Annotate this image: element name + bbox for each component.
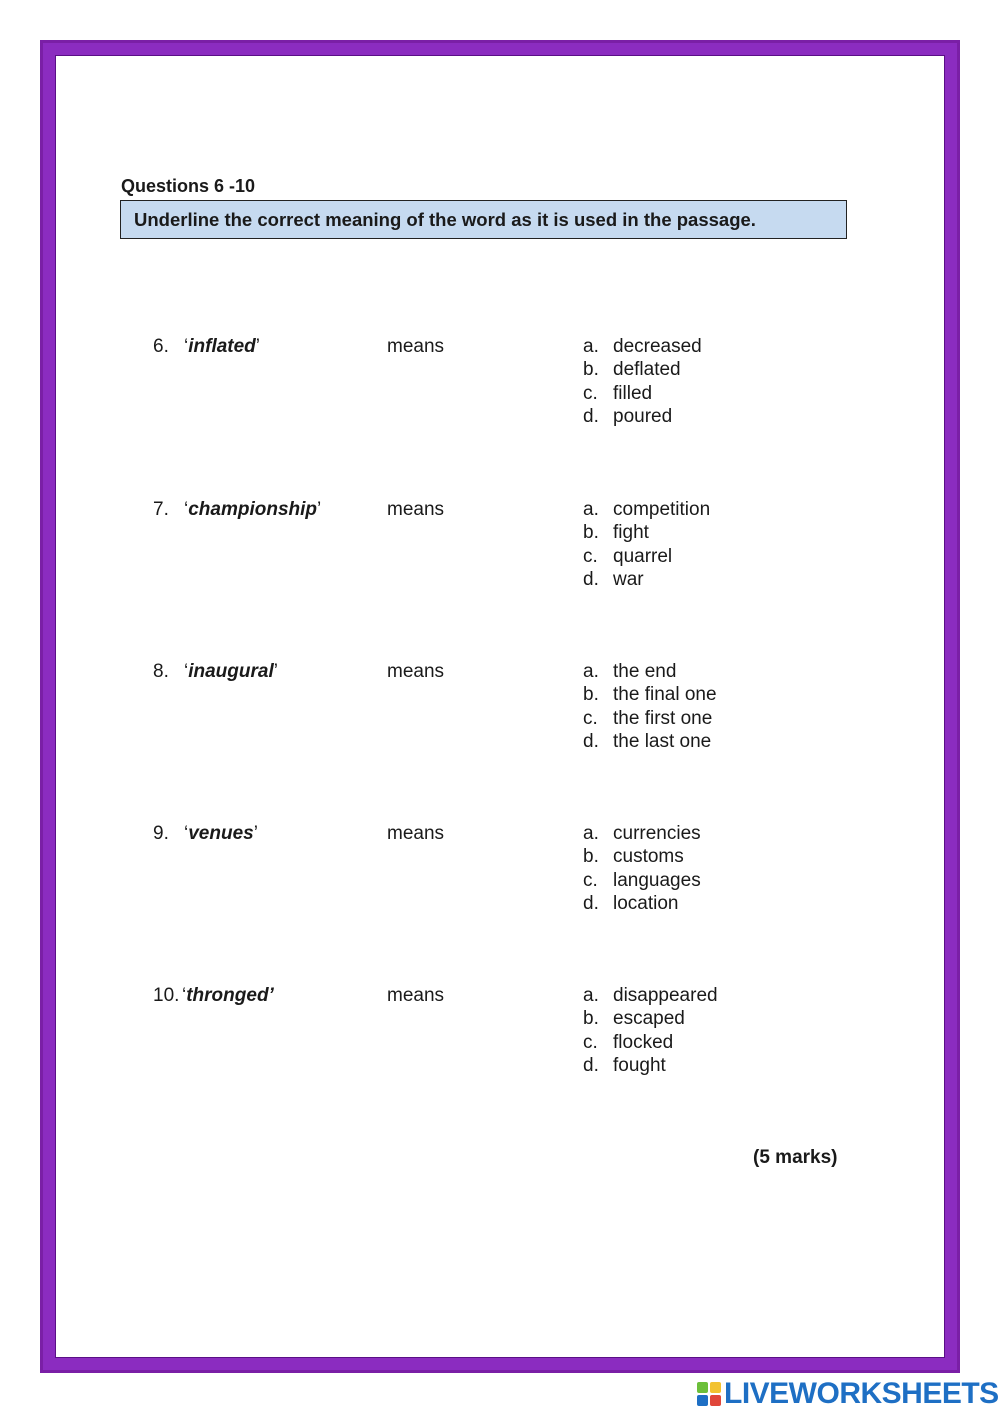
option-text[interactable]: the last one — [613, 730, 712, 752]
option-a[interactable]: a. disappeared — [583, 985, 718, 1006]
option-text[interactable]: fought — [613, 1054, 666, 1076]
option-text[interactable]: escaped — [613, 1008, 685, 1030]
option-d[interactable]: d. fought — [583, 1054, 666, 1076]
section-heading: Questions 6 -10 — [121, 176, 256, 196]
question-number: 6. — [153, 336, 169, 357]
question-word: ‘inaugural’ — [184, 661, 278, 682]
option-b[interactable]: b. the final one — [583, 684, 717, 706]
answer-options — [583, 823, 701, 916]
means-label: means — [387, 985, 445, 1006]
option-text[interactable]: disappeared — [613, 985, 718, 1006]
question-number: 7. — [153, 499, 169, 520]
option-text[interactable]: quarrel — [613, 545, 673, 567]
option-c[interactable]: c. flocked — [583, 1031, 674, 1053]
option-a[interactable]: a. competition — [583, 499, 711, 520]
logo-grid-icon — [697, 1382, 721, 1406]
option-d[interactable]: d. poured — [583, 405, 673, 427]
option-c[interactable]: c. quarrel — [583, 545, 673, 567]
option-c[interactable]: c. languages — [583, 869, 701, 891]
option-a[interactable]: a. currencies — [583, 823, 701, 844]
option-c[interactable]: c. the first one — [583, 707, 713, 729]
option-text[interactable]: competition — [613, 499, 711, 520]
logo-text: LIVEWORKSHEETS — [724, 1377, 999, 1410]
target-word: inaugural — [188, 661, 274, 682]
option-a[interactable]: a. the end — [583, 661, 677, 682]
option-text[interactable]: decreased — [613, 336, 702, 357]
answer-options — [583, 661, 717, 754]
target-word: thronged’ — [186, 985, 274, 1006]
means-label: means — [387, 823, 445, 844]
answer-options — [583, 336, 702, 429]
question-8 — [153, 661, 853, 761]
option-text[interactable]: the final one — [613, 684, 717, 706]
question-number: 8. — [153, 661, 169, 682]
option-text[interactable]: fight — [613, 522, 649, 544]
question-number: 9. — [153, 823, 169, 844]
answer-options — [583, 985, 718, 1078]
option-d[interactable]: d. the last one — [583, 730, 712, 752]
option-text[interactable]: flocked — [613, 1031, 674, 1053]
means-label: means — [387, 336, 445, 357]
means-label: means — [387, 499, 445, 520]
option-text[interactable]: the first one — [613, 707, 713, 729]
instruction-box: Underline the correct meaning of the word as it is used in the passage. — [120, 200, 847, 239]
option-text[interactable]: deflated — [613, 359, 681, 381]
question-10 — [153, 985, 853, 1085]
question-6 — [153, 336, 853, 436]
option-d[interactable]: d. war — [583, 568, 644, 590]
means-label: means — [387, 661, 445, 682]
liveworksheets-logo — [697, 1378, 999, 1410]
target-word: venues — [188, 823, 254, 844]
question-word: ‘thronged’ — [182, 985, 274, 1006]
question-word: ‘inflated’ — [184, 336, 261, 357]
option-c[interactable]: c. filled — [583, 382, 653, 404]
option-b[interactable]: b. customs — [583, 846, 684, 868]
option-text[interactable]: filled — [613, 382, 653, 404]
option-text[interactable]: customs — [613, 846, 684, 868]
target-word: championship — [188, 499, 318, 520]
question-7 — [153, 499, 853, 599]
option-b[interactable]: b. deflated — [583, 359, 681, 381]
option-text[interactable]: location — [613, 892, 679, 914]
option-b[interactable]: b. fight — [583, 522, 649, 544]
question-9 — [153, 823, 853, 923]
answer-options — [583, 499, 710, 592]
question-number: 10. — [153, 985, 180, 1006]
option-a[interactable]: a. decreased — [583, 336, 702, 357]
option-text[interactable]: the end — [613, 661, 677, 682]
question-word: ‘venues’ — [184, 823, 258, 844]
option-text[interactable]: languages — [613, 869, 701, 891]
option-b[interactable]: b. escaped — [583, 1008, 685, 1030]
option-text[interactable]: war — [613, 568, 644, 590]
question-word: ‘championship’ — [184, 499, 322, 520]
option-d[interactable]: d. location — [583, 892, 679, 914]
option-text[interactable]: currencies — [613, 823, 701, 844]
target-word: inflated — [188, 336, 256, 357]
total-marks: (5 marks) — [753, 1147, 838, 1168]
option-text[interactable]: poured — [613, 405, 673, 427]
